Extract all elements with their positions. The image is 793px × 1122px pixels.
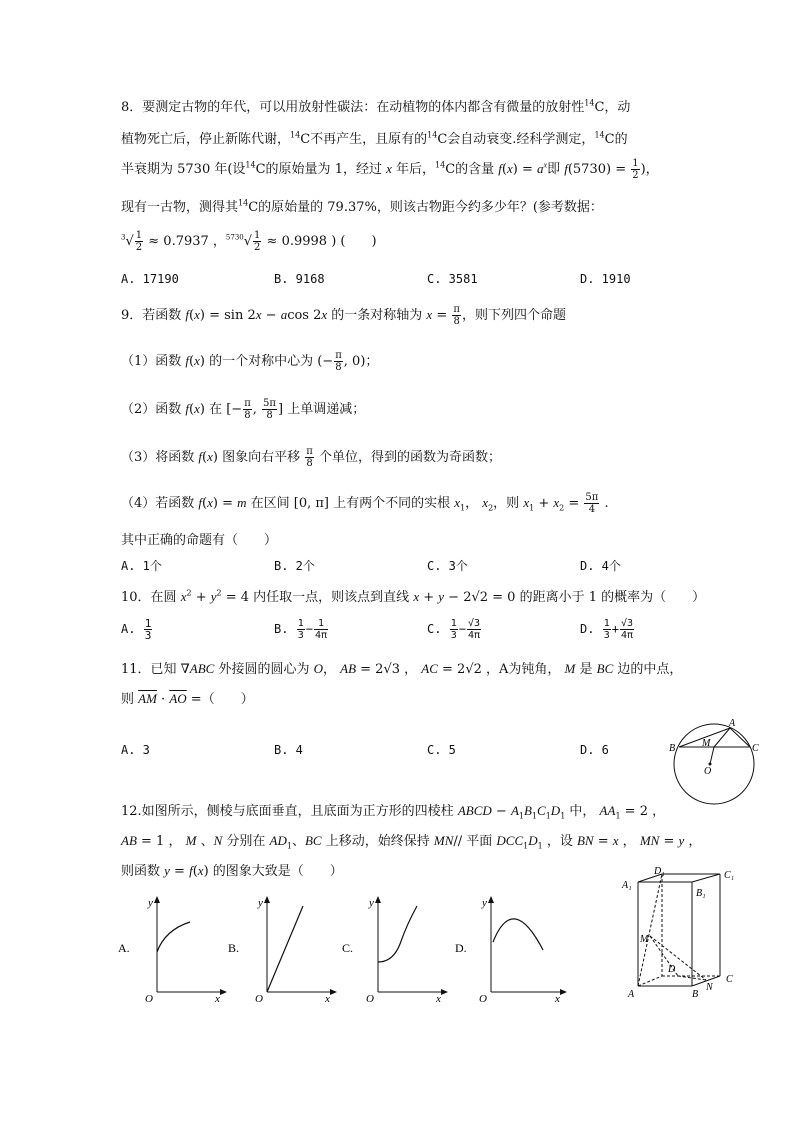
q8-line2: 植物死亡后，停止新陈代谢，$^{14}$C不再产生，且原有的$^{14}$C会自动衰变.经科学测定，$^{14}$C的 bbox=[121, 130, 628, 147]
graph-d-y-label: y bbox=[482, 897, 487, 909]
circumcircle bbox=[674, 724, 754, 804]
q11-option-b[interactable]: B. 4 bbox=[274, 743, 303, 757]
prism-label-b1: B₁ bbox=[696, 888, 706, 899]
q11-line2: 则 $\overline{AM} \cdot \overline{AO}$ =（ ） bbox=[121, 691, 254, 707]
q8-line4: 现有一古物，测得其$^{14}$C的原始量的 79.37%，则该古物距今约多少年？(参考数据： bbox=[121, 198, 603, 215]
prism-label-n: N bbox=[706, 982, 713, 993]
q8-line1: 8．要测定古物的年代，可以用放射性碳法：在动植物的体内都含有微量的放射性$^{14}$C，动 bbox=[121, 98, 631, 115]
prism-label-a: A bbox=[628, 989, 635, 1000]
q8-option-b[interactable]: B. 9168 bbox=[274, 272, 325, 286]
prism-label-d1: D₁ bbox=[654, 866, 665, 877]
fig-label-m: M bbox=[702, 738, 711, 749]
graph-c-x-label: x bbox=[436, 993, 441, 1004]
q11-line1: 11．已知 ∇ABC 外接圆的圆心为 O， AB = 2√3 ， AC = 2√2 ，A为钝角， M 是 BC 边的中点， bbox=[121, 661, 683, 677]
graph-c-y-label: y bbox=[369, 897, 374, 909]
graph-b-label: B. bbox=[228, 941, 240, 955]
q8-line3: 半衰期为 5730 年(设$^{14}$C的原始量为 1，经过 x 年后，$^{14}$C的含量 $f(x) = a^x$即 f(5730) = $\frac{1}{2}$ )， bbox=[121, 158, 659, 181]
graph-c-origin: O bbox=[366, 993, 374, 1004]
graph-c-label: C. bbox=[342, 941, 354, 955]
q8-option-c[interactable]: C. 3581 bbox=[427, 272, 478, 286]
graph-a-label: A. bbox=[118, 941, 130, 955]
q10-option-c[interactable]: C. $\frac{1}{3}$ − $\frac{√3}{4\pi}$ bbox=[427, 618, 480, 641]
prism-label-m: M bbox=[640, 934, 649, 945]
q10-option-d[interactable]: D. $\frac{1}{3}$ + $\frac{√3}{4\pi}$ bbox=[580, 618, 633, 641]
q9-option-a[interactable]: A. 1个 bbox=[121, 559, 162, 573]
q9-ask: 其中正确的命题有（ ） bbox=[121, 533, 278, 548]
prism-label-c1: C₁ bbox=[724, 870, 735, 881]
fig-label-a: A bbox=[729, 718, 736, 729]
q8-option-a[interactable]: A. 17190 bbox=[121, 272, 179, 286]
q12-line2: AB = 1 ， M 、N 分别在 $AD_1$、BC 上移动，始终保持 MN// 平面 $DCC_1D_1$ ，设 BN = x ， MN = y ， bbox=[121, 833, 702, 851]
graph-b[interactable] bbox=[228, 896, 337, 1004]
graph-b-origin: O bbox=[255, 993, 263, 1004]
q9-prop2: （2）函数 f(x) 在 [− $\frac{\pi}{8}$ , $\frac{5\pi}{8}$ ] 上单调递减； bbox=[121, 398, 366, 421]
q9-option-c[interactable]: C. 3个 bbox=[427, 559, 468, 573]
q12-graphs bbox=[115, 892, 585, 1004]
graph-a-origin: O bbox=[145, 993, 153, 1004]
graph-d[interactable] bbox=[455, 896, 567, 1004]
q12-line3: 则函数 y = f(x) 的图象大致是（ ） bbox=[121, 863, 343, 879]
q11-option-d[interactable]: D. 6 bbox=[580, 743, 609, 757]
graph-a[interactable] bbox=[118, 896, 227, 1004]
q9-prop1: （1）函数 f(x) 的一个对称中心为 (− $\frac{\pi}{8}$ , 0)； bbox=[121, 350, 379, 373]
graph-c[interactable] bbox=[342, 896, 448, 1004]
graph-d-origin: O bbox=[479, 993, 487, 1004]
prism-label-b: B bbox=[692, 989, 699, 1000]
q9-option-b[interactable]: B. 2个 bbox=[274, 559, 315, 573]
fig-label-o: O bbox=[704, 766, 712, 777]
q11-option-a[interactable]: A. 3 bbox=[121, 743, 150, 757]
prism-label-c: C bbox=[726, 974, 733, 985]
q9-stem: 9．若函数 f(x) = sin 2x − acos 2x 的一条对称轴为 x = $\frac{\pi}{8}$ ，则下列四个命题 bbox=[121, 304, 566, 327]
q9-option-d[interactable]: D. 4个 bbox=[580, 559, 621, 573]
graph-a-x-label: x bbox=[215, 993, 220, 1004]
graph-d-x-label: x bbox=[555, 993, 560, 1004]
q10-option-b[interactable]: B. $\frac{1}{3}$ − $\frac{1}{4\pi}$ bbox=[274, 618, 327, 641]
q12-line1: 12.如图所示，侧棱与底面垂直，且底面为正方形的四棱柱 ABCD − $A_1B_1C_1D_1$ 中， $AA_1 = 2$ ， bbox=[121, 803, 666, 821]
q9-prop3: （3）将函数 f(x) 图象向右平移 $\frac{\pi}{8}$ 个单位，得到的函数为奇函数； bbox=[121, 446, 501, 469]
q8-line5: $^3$√ $\frac{1}{2}$ ≈ 0.7937 ，$^{5730}$√ $\frac{1}{2}$ ≈ 0.9998 ) ( ) bbox=[121, 230, 377, 253]
q10-stem: 10．在圆 $x^2 + y^2 = 4$ 内任取一点，则该点到直线 x + y − 2√2 = 0 的距离小于 1 的概率为（ ） bbox=[121, 588, 706, 605]
q11-option-c[interactable]: C. 5 bbox=[427, 743, 456, 757]
fig-label-b: B bbox=[669, 743, 676, 754]
fig-label-c: C bbox=[752, 743, 759, 754]
graph-a-y-label: y bbox=[148, 897, 153, 909]
q10-option-a[interactable]: A. $\frac{1}{3}$ bbox=[121, 617, 152, 642]
q8-option-d[interactable]: D. 1910 bbox=[580, 272, 631, 286]
q12-prism-figure bbox=[620, 866, 750, 1002]
graph-b-x-label: x bbox=[325, 993, 330, 1004]
prism-label-d: D bbox=[668, 964, 676, 975]
graph-b-y-label: y bbox=[258, 897, 263, 909]
prism-label-a1: A₁ bbox=[622, 880, 632, 891]
q9-prop4: （4）若函数 f(x) = m 在区间 [0, π] 上有两个不同的实根 $x_1$， $x_2$，则 $x_1 + x_2$ = $\frac{5\pi}{4}$ . bbox=[121, 492, 609, 515]
q11-circle-figure bbox=[664, 712, 764, 812]
graph-d-label: D. bbox=[455, 941, 467, 955]
